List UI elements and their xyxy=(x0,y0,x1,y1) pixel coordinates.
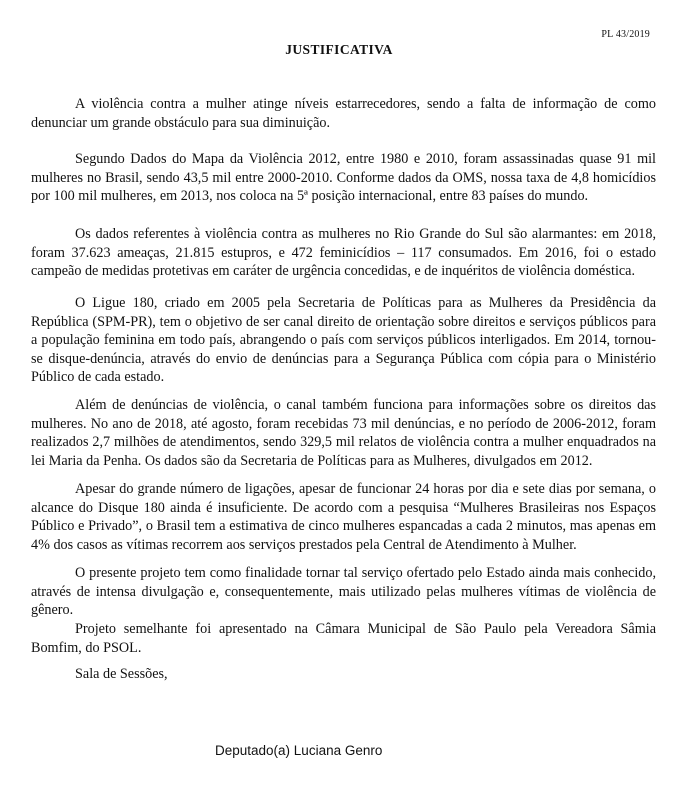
paragraph-violence-map: Segundo Dados do Mapa da Violência 2012, entre 1980 e 2010, foram assassinadas quase 91 mil mulheres no Brasil, sendo 43,5 mil entre 2000-2010. Conforme dados da OMS, nossa taxa de 4,8 homicídios por 100 mil mulheres, em 2013, nos coloca na 5ª posição internacional, entre 83 países do mundo. xyxy=(31,151,656,205)
paragraph-purpose: O presente projeto tem como finalidade tornar tal serviço ofertado pelo Estado ainda mais conhecido, através de intensa divulgação e, consequentemente, mais utilizado pelas mulheres vítimas de violência de gênero. xyxy=(31,565,656,619)
paragraph-similar-project: Projeto semelhante foi apresentado na Câmara Municipal de São Paulo pela Vereadora Sâmia Bomfim, do PSOL. xyxy=(31,621,656,656)
paragraph-channel-info: Além de denúncias de violência, o canal também funciona para informações sobre os direitos das mulheres. No ano de 2018, até agosto, foram recebidas 73 mil denúncias, e no período de 2006-2012, foram realizados 2,7 milhões de atendimentos, sendo 329,5 mil relatos de violência contra a mulher enquadrados na lei Maria da Penha. Os dados são da Secretaria de Políticas para as Mulheres, divulgados em 2012. xyxy=(31,397,656,469)
paragraph-session-room: Sala de Sessões, xyxy=(75,666,168,682)
bill-reference: PL 43/2019 xyxy=(601,29,650,40)
paragraph-intro: A violência contra a mulher atinge níveis estarrecedores, sendo a falta de informação de como denunciar um grande obstáculo para sua diminuição. xyxy=(31,96,656,131)
page-title: JUSTIFICATIVA xyxy=(285,42,393,57)
signature-line: Deputado(a) Luciana Genro xyxy=(215,743,383,758)
paragraph-ligue-180: O Ligue 180, criado em 2005 pela Secretaria de Políticas para as Mulheres da Presidência da República (SPM-PR), tem o objetivo de ser canal direito de orientação sobre direitos e serviços públicos para a população feminina em todo país, abrangendo o país com serviços públicos interligados. Em 2014, tornou-se disque-denúncia, através do envio de denúncias para a Segurança Pública com cópia para o Ministério Público de cada estado. xyxy=(31,295,656,386)
paragraph-reach: Apesar do grande número de ligações, apesar de funcionar 24 horas por dia e sete dias por semana, o alcance do Disque 180 ainda é insuficiente. De acordo com a pesquisa “Mulheres Brasileiras nos Espaços Público e Privado”, o Brasil tem a estimativa de cinco mulheres espancadas a cada 2 minutos, mas apenas em 4% dos casos as vítimas recorrem aos serviços prestados pela Central de Atendimento à Mulher. xyxy=(31,481,656,553)
paragraph-rio-grande-do-sul: Os dados referentes à violência contra as mulheres no Rio Grande do Sul são alarmantes: em 2018, foram 37.623 ameaças, 21.815 estupros, e 472 feminicídios – 117 consumados. Em 2016, foi o estado campeão de medidas protetivas em caráter de urgência concedidas, e de inquéritos de violência doméstica. xyxy=(31,226,656,280)
